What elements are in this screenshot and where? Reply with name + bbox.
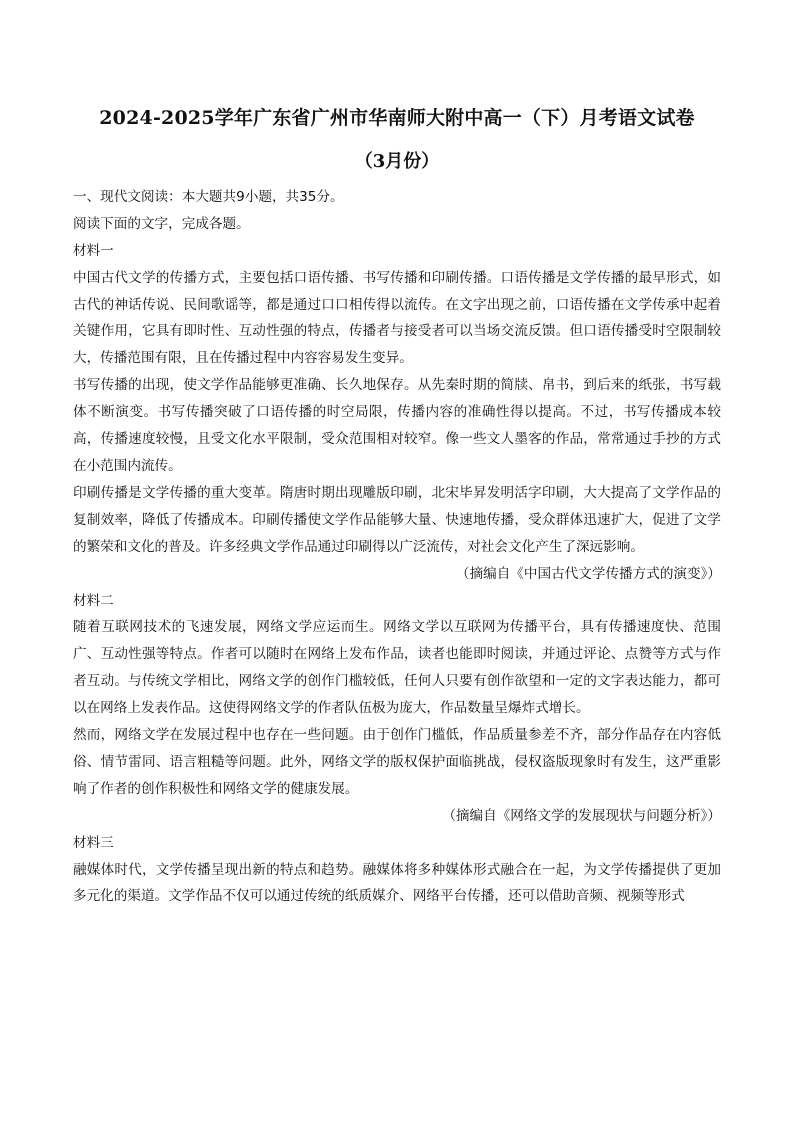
material1-paragraph-2: [73, 372, 721, 480]
material2-paragraph-2: [73, 722, 721, 803]
material-label-2: 材料二: [73, 592, 114, 609]
material1-paragraph-1: [73, 265, 721, 373]
reading-section: [73, 184, 721, 910]
material3-paragraph-1: [73, 857, 721, 911]
paragraph-text: 然而，网络文学在发展过程中也存在一些问题。由于创作门槛低，作品质量参差不齐，部分作品存在内容低俗、情节雷同、语言粗糙等问题。此外，网络文学的版权保护面临挑战，侵权盗版现象时有发生，这严重影响了作者的创作积极性和网络文学的健康发展。: [73, 727, 721, 797]
material2-source: （摘编自《网络文学的发展现状与问题分析》）: [442, 807, 721, 824]
material-label-3: 材料三: [73, 834, 114, 851]
exam-title: 2024-2025学年广东省广州市华南师大附中高一（下）月考语文试卷: [99, 107, 695, 129]
exam-subtitle: （3月份）: [354, 151, 440, 172]
paragraph-text: 中国古代文学的传播方式，主要包括口语传播、书写传播和印刷传播。口语传播是文学传播的最早形式，如古代的神话传说、民间歌谣等，都是通过口口相传得以流传。在文字出现之前，口语传播在文学传承中起着关键作用，它具有即时性、互动性强的特点，传播者与接受者可以当场交流反馈。但口语传播受时空限制较大，传播范围有限，且在传播过程中内容容易发生变异。: [73, 269, 721, 367]
material2-paragraph-1: [73, 614, 721, 722]
paragraph-text: 融媒体时代，文学传播呈现出新的特点和趋势。融媒体将多种媒体形式融合在一起，为文学传播提供了更加多元化的渠道。文学作品不仅可以通过传统的纸质媒介、网络平台传播，还可以借助音频、视频等形式: [73, 861, 721, 905]
paragraph-text: 印刷传播是文学传播的重大变革。隋唐时期出现雕版印刷，北宋毕昇发明活字印刷，大大提高了文学作品的复制效率，降低了传播成本。印刷传播使文学作品能够大量、快速地传播，受众群体迅速扩大，促进了文学的繁荣和文化的普及。许多经典文学作品通过印刷得以广泛流传，对社会文化产生了深远影响。: [73, 484, 721, 555]
material1-source: （摘编自《中国古代文学传播方式的演变》）: [455, 565, 721, 582]
paragraph-text: 随着互联网技术的飞速发展，网络文学应运而生。网络文学以互联网为传播平台，具有传播速度快、范围广、互动性强等特点。作者可以随时在网络上发布作品，读者也能即时阅读，并通过评论、点赞等方式与作者互动。与传统文学相比，网络文学的创作门槛较低，任何人只要有创作欲望和一定的文字表达能力，都可以在网络上发表作品。这使得网络文学的作者队伍极为庞大，作品数量呈爆炸式增长。: [73, 619, 721, 717]
material1-paragraph-3: [73, 480, 721, 561]
material-label-1: 材料一: [73, 242, 114, 259]
paragraph-text: 书写传播的出现，使文学作品能够更准确、长久地保存。从先秦时期的简牍、帛书，到后来的纸张，书写载体不断演变。书写传播突破了口语传播的时空局限，传播内容的准确性得以提高。不过，书写传播成本较高，传播速度较慢，且受文化水平限制，受众范围相对较窄。像一些文人墨客的作品，常常通过手抄的方式在小范围内流传。: [73, 377, 721, 475]
section-heading: 一、现代文阅读：本大题共9小题，共35分。: [73, 189, 344, 205]
instruction: 阅读下面的文字，完成各题。: [73, 215, 250, 232]
